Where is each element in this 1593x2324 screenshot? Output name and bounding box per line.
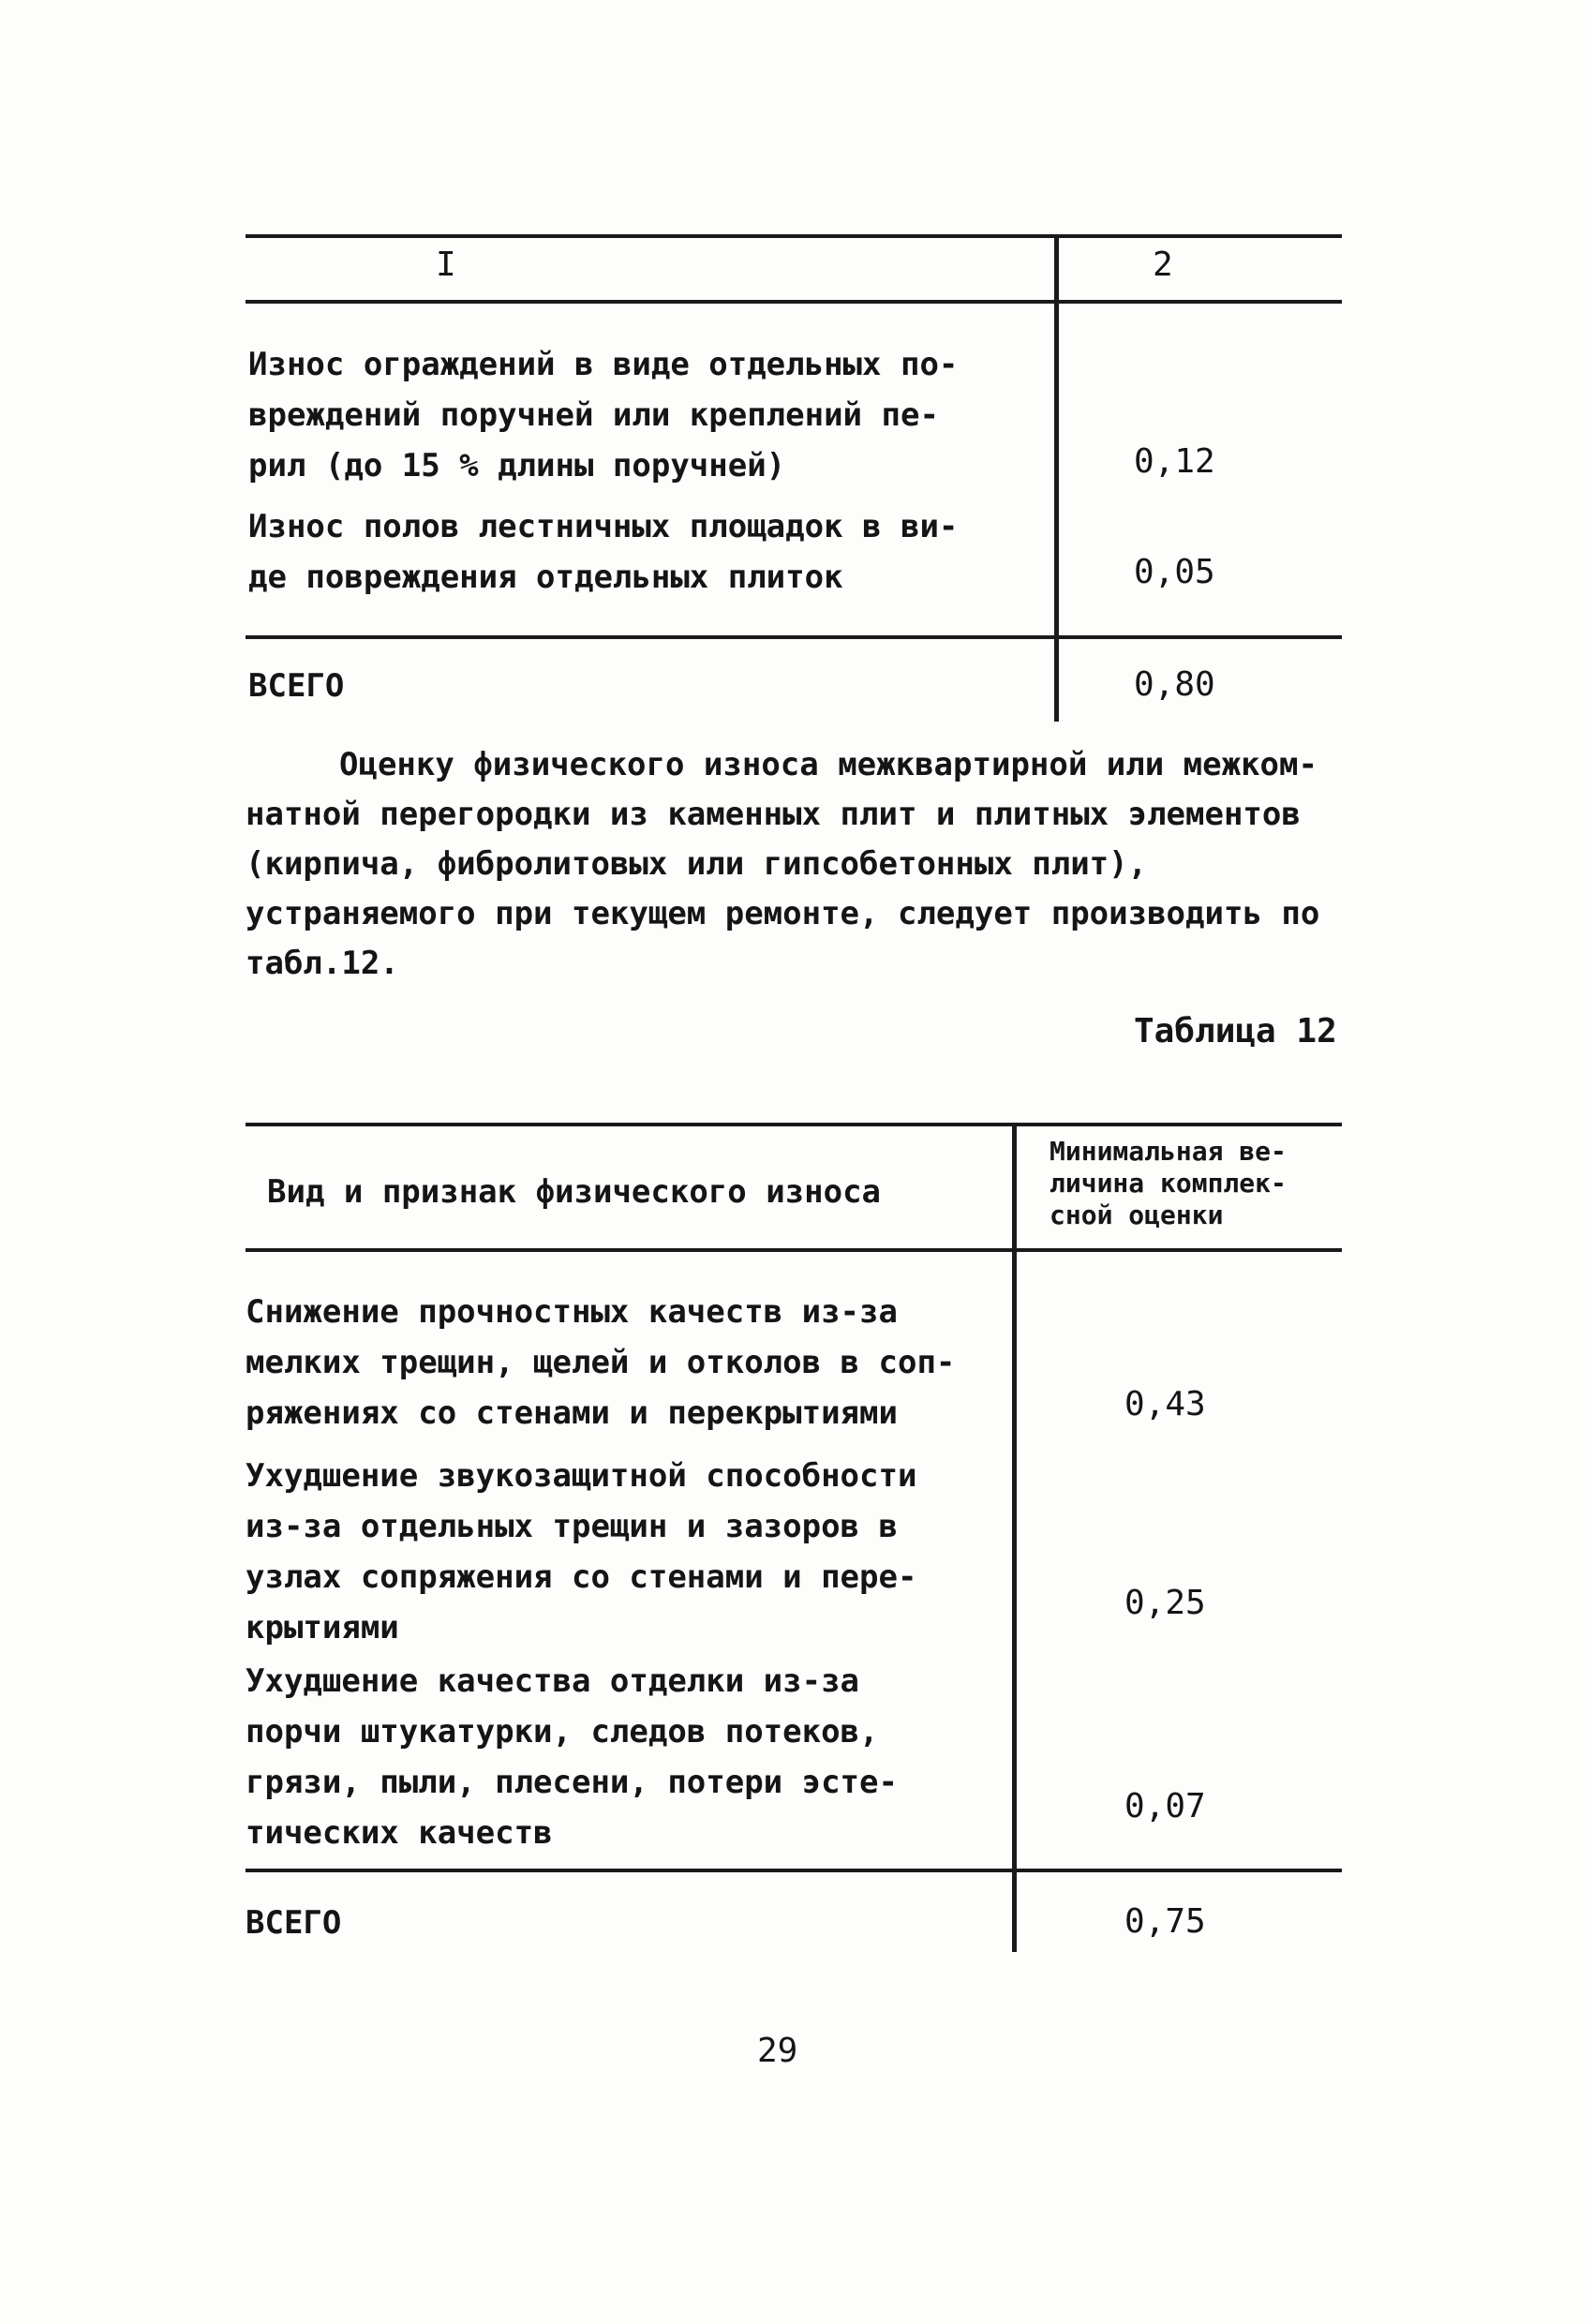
row-value: 0,12 bbox=[1134, 442, 1215, 481]
column-divider bbox=[1012, 1123, 1017, 1952]
column-header-value: Минимальная ве- личина комплек- сной оценки bbox=[1050, 1136, 1287, 1230]
table-top-rule bbox=[246, 234, 1342, 238]
column-header-1: I bbox=[436, 246, 456, 284]
paragraph-text: Оценку физического износа межквартирной или межком-натной перегородки из каменных плит и плитных элементов (кирпича, фибролитовых или гипсобетонных плит), устраняемого при текущем ремонте, следует производить по табл.12. bbox=[246, 746, 1320, 982]
table-row: Ухудшение звукозащитной способности из-за отдельных трещин и зазоров в узлах сопряжения со стенами и пере- крытиями bbox=[246, 1457, 917, 1646]
row-value: 0,05 bbox=[1134, 553, 1215, 591]
table-row: Износ полов лестничных площадок в ви- де повреждения отдельных плиток bbox=[248, 508, 959, 596]
table-caption: Таблица 12 bbox=[1134, 1012, 1337, 1050]
page-number: 29 bbox=[757, 2032, 798, 2070]
header-bottom-rule bbox=[246, 1248, 1342, 1252]
table-row: Снижение прочностных качеств из-за мелких трещин, щелей и отколов в соп- ряжениях со стенами и перекрытиями bbox=[246, 1293, 956, 1432]
header-bottom-rule bbox=[246, 300, 1342, 304]
total-label: ВСЕГО bbox=[248, 667, 345, 705]
total-top-rule bbox=[246, 1869, 1342, 1872]
table-top-rule bbox=[246, 1123, 1342, 1126]
column-header-type: Вид и признак физического износа bbox=[267, 1173, 882, 1211]
row-value: 0,07 bbox=[1124, 1787, 1206, 1825]
table-row: Износ ограждений в виде отдельных по- вреждений поручней или креплений пе- рил (до 15 % длины поручней) bbox=[248, 346, 959, 484]
total-value: 0,80 bbox=[1134, 665, 1215, 704]
total-top-rule bbox=[246, 635, 1342, 639]
row-value: 0,25 bbox=[1124, 1584, 1206, 1622]
column-divider bbox=[1054, 234, 1059, 722]
total-label: ВСЕГО bbox=[246, 1904, 342, 1942]
total-value: 0,75 bbox=[1124, 1902, 1206, 1941]
table-row: Ухудшение качества отделки из-за порчи штукатурки, следов потеков, грязи, пыли, плесени, потери эсте- тических качеств bbox=[246, 1662, 898, 1852]
row-value: 0,43 bbox=[1124, 1385, 1206, 1423]
body-paragraph bbox=[246, 740, 1332, 989]
column-header-2: 2 bbox=[1153, 246, 1173, 284]
